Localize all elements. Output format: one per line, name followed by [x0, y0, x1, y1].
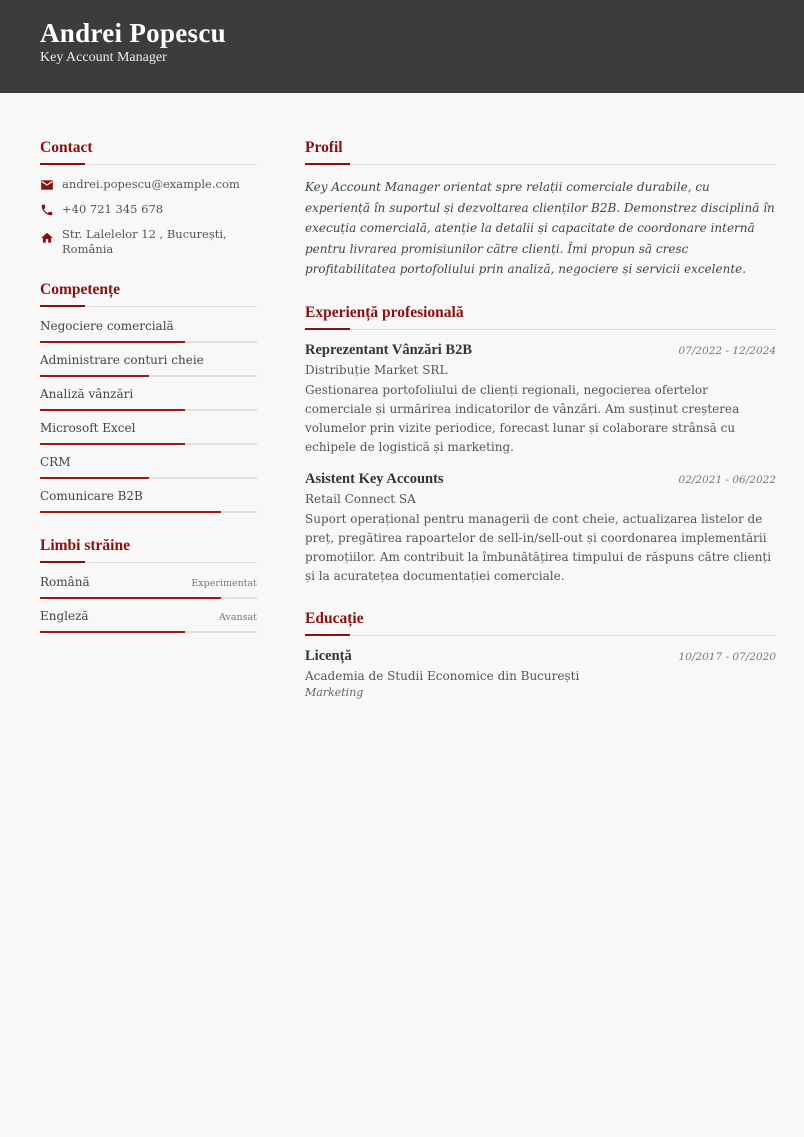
- address-text: Str. Lalelelor 12 , București, România: [62, 227, 227, 256]
- experience-description: Suport operațional pentru managerii de cont cheie, actualizarea listelor de preț, pregătirea rapoartelor de sell-in/sell-out și coordonarea implementării promoțiilor. Am contribuit la îmbunătățirea timpului de răspuns către clienți și la acuratețea documentației comerciale.: [305, 511, 772, 583]
- skill-label: Administrare conturi cheie: [40, 353, 204, 367]
- skill-label: Negociere comercială: [40, 319, 174, 333]
- phone-icon: [40, 203, 54, 217]
- contact-heading: Contact: [40, 139, 257, 165]
- skill-level-fill: [40, 511, 221, 513]
- skill-item: [40, 353, 257, 377]
- experience-company: Retail Connect SA: [305, 491, 416, 506]
- email-icon: [40, 178, 54, 192]
- experience-dates: 07/2022 - 12/2024: [678, 344, 776, 357]
- language-level-bar: [40, 597, 257, 599]
- skill-level-fill: [40, 341, 185, 343]
- education-section: [305, 610, 776, 699]
- skill-item: [40, 421, 257, 445]
- languages-heading: Limbi străine: [40, 537, 257, 563]
- contact-section: [40, 139, 257, 257]
- experience-description: Gestionarea portofoliului de clienți regionali, negocierea ofertelor comerciale și urmărirea indicatorilor de vânzări. Am susținut creșterea volumelor prin vizite periodice, forecast lunar și colaborare strânsă cu echipele de logistică și marketing.: [305, 382, 740, 454]
- experience-company: Distribuție Market SRL: [305, 362, 448, 377]
- education-heading: Educație: [305, 610, 776, 636]
- home-icon: [40, 231, 54, 245]
- language-item: [40, 609, 257, 633]
- skill-level-fill: [40, 477, 149, 479]
- job-title: Key Account Manager: [40, 50, 167, 65]
- skill-level-bar: [40, 511, 257, 513]
- language-level-fill: [40, 631, 185, 633]
- experience-heading: Experiență profesională: [305, 304, 776, 330]
- language-item: [40, 575, 257, 599]
- skill-level-bar: [40, 409, 257, 411]
- education-dates: 10/2017 - 07/2020: [678, 650, 776, 663]
- profile-heading: Profil: [305, 139, 776, 165]
- experience-dates: 02/2021 - 06/2022: [678, 473, 776, 486]
- language-label: Engleză: [40, 609, 89, 623]
- skill-level-bar: [40, 375, 257, 377]
- skill-level-fill: [40, 375, 149, 377]
- profile-section: [305, 139, 776, 280]
- skill-label: CRM: [40, 455, 71, 469]
- skill-level-bar: [40, 443, 257, 445]
- language-label-row: [40, 609, 257, 623]
- experience-section: [305, 304, 776, 586]
- skill-level-fill: [40, 409, 185, 411]
- language-level-text: Experimentat: [191, 578, 257, 589]
- experience-header: [305, 471, 776, 488]
- profile-text: Key Account Manager orientat spre relații comerciale durabile, cu experiență în suportul și dezvoltarea clienților B2B. Demonstrez disciplină în execuția comercială, atenție la detalii și capacitate de coordonare internă pentru livrarea promisiunilor către clienți. Îmi propun să cresc profitabilitatea portofoliului prin analiză, negociere și servicii excelente.: [305, 180, 775, 276]
- contact-phone: [40, 202, 257, 217]
- skill-item: [40, 319, 257, 343]
- candidate-name: Andrei Popescu: [40, 18, 226, 48]
- email-text[interactable]: andrei.popescu@example.com: [62, 177, 240, 191]
- education-item: [305, 648, 776, 699]
- education-school: Academia de Studii Economice din București: [305, 668, 580, 683]
- language-label-row: [40, 575, 257, 589]
- skill-label-row: [40, 319, 257, 333]
- skills-heading: Competențe: [40, 281, 257, 307]
- skill-label-row: [40, 387, 257, 401]
- education-header: [305, 648, 776, 665]
- skill-label-row: [40, 455, 257, 469]
- skill-item: [40, 489, 257, 513]
- skill-label: Microsoft Excel: [40, 421, 136, 435]
- header: [0, 0, 804, 93]
- skill-level-bar: [40, 477, 257, 479]
- main-content: [305, 139, 776, 723]
- language-level-bar: [40, 631, 257, 633]
- phone-text: +40 721 345 678: [62, 202, 164, 216]
- skill-item: [40, 387, 257, 411]
- language-level-fill: [40, 597, 221, 599]
- education-degree: Licență: [305, 647, 352, 664]
- skill-label: Comunicare B2B: [40, 489, 143, 503]
- contact-address: [40, 227, 257, 257]
- skill-label: Analiză vânzări: [40, 387, 134, 401]
- experience-title: Reprezentant Vânzări B2B: [305, 341, 473, 358]
- skills-section: [40, 281, 257, 513]
- skill-label-row: [40, 421, 257, 435]
- skill-label-row: [40, 353, 257, 367]
- experience-title: Asistent Key Accounts: [305, 470, 444, 487]
- language-level-text: Avansat: [219, 612, 257, 623]
- experience-item: [305, 342, 776, 457]
- skill-level-fill: [40, 443, 185, 445]
- contact-email: [40, 177, 257, 192]
- language-label: Română: [40, 575, 90, 589]
- experience-header: [305, 342, 776, 359]
- education-field: Marketing: [305, 685, 364, 699]
- skill-level-bar: [40, 341, 257, 343]
- experience-item: [305, 471, 776, 586]
- languages-section: [40, 537, 257, 633]
- skill-label-row: [40, 489, 257, 503]
- sidebar: [40, 139, 257, 723]
- skill-item: [40, 455, 257, 479]
